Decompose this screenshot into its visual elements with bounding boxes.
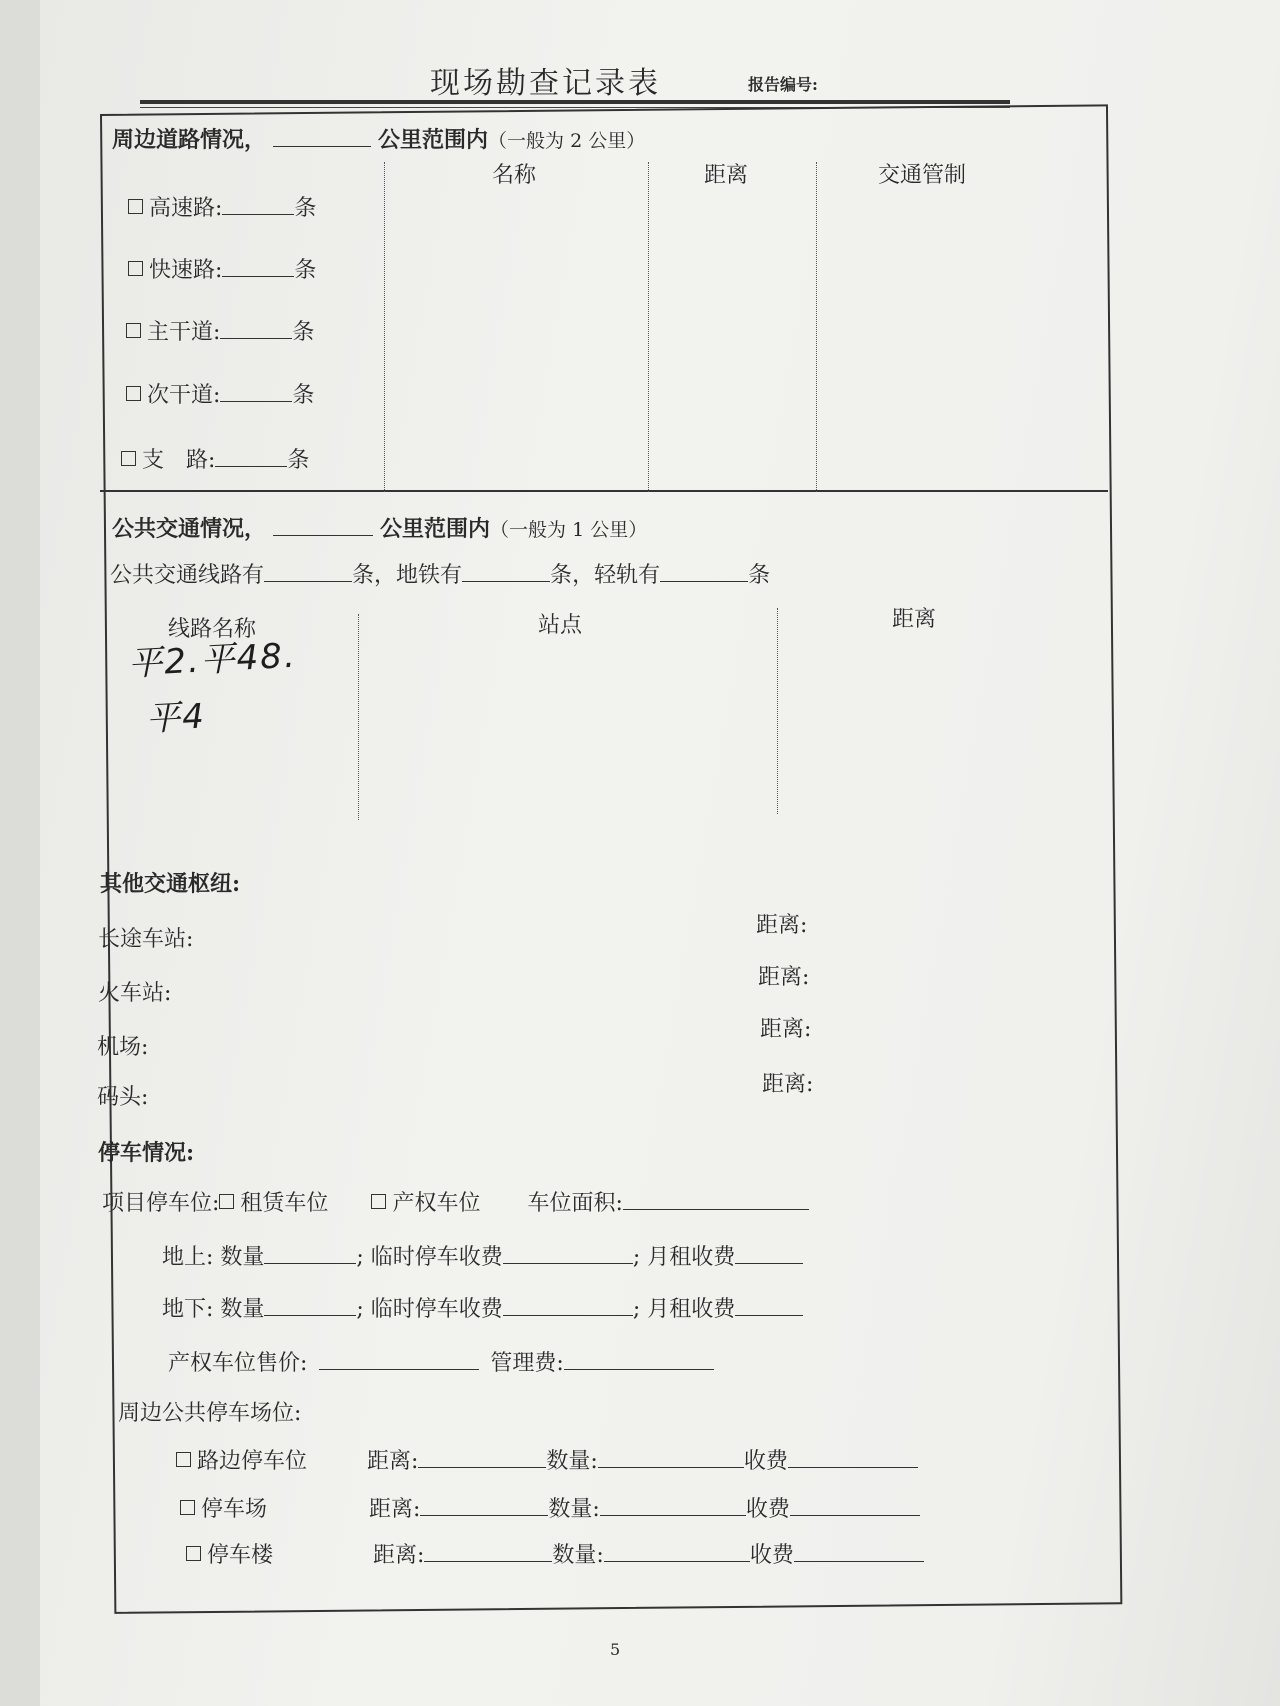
parking-garage-checkbox[interactable] [186, 1546, 201, 1561]
public-fee-label: 收费 [743, 1449, 788, 1474]
parking-lot-checkbox[interactable] [180, 1500, 195, 1515]
monthly-fee-label: ; 月租收费 [632, 1245, 736, 1270]
roads-col-traffic-control: 交通管制 [878, 163, 967, 188]
public-quantity-label: 数量: [552, 1543, 604, 1568]
below-monthly-fee-blank[interactable] [735, 1314, 803, 1316]
metro-label: ，地铁有 [374, 563, 463, 588]
public-quantity-blank[interactable] [598, 1466, 744, 1468]
monthly-fee-label: ; 月租收费 [632, 1297, 736, 1322]
transit-lines-row [110, 558, 770, 589]
above-temp-fee-blank[interactable] [503, 1262, 633, 1264]
roads-range-blank[interactable] [273, 145, 371, 147]
roads-col-divider-2 [648, 162, 649, 492]
roads-range-suffix: 公里范围内 [378, 127, 489, 153]
public-parking-type: 停车楼 [207, 1543, 274, 1568]
road-type-checkbox[interactable] [126, 386, 141, 401]
handwritten-line-1: 平2.平48. [127, 635, 298, 685]
metro-unit: 条 [550, 563, 573, 588]
below-quantity-blank[interactable] [264, 1314, 356, 1316]
rent-checkbox[interactable] [219, 1194, 234, 1209]
road-unit: 条 [294, 196, 317, 221]
title-rule-thick [140, 100, 1010, 104]
own-option-label: 产权车位 [392, 1191, 481, 1216]
light-rail-blank[interactable] [660, 580, 748, 582]
transit-heading: 公共交通情况， [112, 516, 267, 542]
public-fee-blank[interactable] [788, 1466, 918, 1468]
hub-distance-label: 距离: [758, 965, 810, 990]
page-number: 5 [610, 1640, 621, 1659]
form-title: 现场勘查记录表 [430, 66, 661, 101]
area-label: 车位面积: [527, 1191, 623, 1216]
below-ground-row [162, 1292, 803, 1323]
sale-price-blank[interactable] [319, 1368, 479, 1370]
road-type-label: 快速路: [149, 258, 223, 283]
road-count-blank[interactable] [220, 337, 292, 339]
public-distance-blank[interactable] [420, 1514, 548, 1516]
roads-heading-row [112, 123, 645, 154]
transit-col-divider-1 [358, 614, 359, 820]
hub-distance-label: 距离: [762, 1072, 814, 1097]
public-distance-label: 距离: [369, 1497, 421, 1522]
public-quantity-blank[interactable] [600, 1514, 746, 1516]
public-fee-blank[interactable] [790, 1514, 920, 1516]
roadside-checkbox[interactable] [176, 1452, 191, 1467]
roads-col-divider-1 [384, 162, 385, 492]
public-distance-blank[interactable] [424, 1560, 552, 1562]
area-blank[interactable] [623, 1208, 809, 1210]
road-count-blank[interactable] [215, 465, 287, 467]
public-quantity-label: 数量: [548, 1497, 600, 1522]
metro-blank[interactable] [462, 580, 550, 582]
road-unit: 条 [292, 320, 315, 345]
road-type-label: 主干道: [147, 320, 221, 345]
hub-distance-label: 距离: [756, 913, 808, 938]
below-temp-fee-blank[interactable] [503, 1314, 633, 1316]
roads-col-name: 名称 [492, 163, 537, 188]
mgmt-fee-label: 管理费: [490, 1351, 564, 1376]
road-type-row [128, 191, 316, 222]
roads-col-distance: 距离 [704, 163, 749, 188]
rent-option-label: 租赁车位 [240, 1191, 329, 1216]
transit-range-blank[interactable] [273, 534, 373, 536]
parking-heading: 停车情况: [98, 1140, 195, 1166]
public-parking-type: 停车场 [201, 1497, 268, 1522]
road-type-label: 支 路: [142, 448, 216, 473]
section-divider [100, 490, 1108, 492]
public-parking-heading: 周边公共停车场位: [118, 1401, 302, 1426]
hub-label-bus-station: 长途车站: [98, 927, 194, 952]
bus-lines-blank[interactable] [264, 580, 352, 582]
transit-col-line-name: 线路名称 [168, 617, 257, 642]
bus-lines-label: 公共交通线路有 [110, 563, 265, 588]
light-rail-unit: 条 [748, 563, 771, 588]
handwritten-line-2: 平4 [145, 696, 207, 740]
transit-col-distance: 距离 [892, 607, 937, 632]
public-parking-type: 路边停车位 [197, 1449, 308, 1474]
hub-label-pier: 码头: [97, 1085, 149, 1110]
road-count-blank[interactable] [222, 213, 294, 215]
road-count-blank[interactable] [220, 400, 292, 402]
transit-range-note: （一般为 1 公里） [490, 519, 648, 541]
road-type-row [126, 315, 314, 346]
public-parking-row [176, 1444, 918, 1475]
report-number-label: 报告编号: [748, 75, 818, 94]
roads-heading: 周边道路情况， [112, 127, 267, 153]
transit-range-suffix: 公里范围内 [380, 516, 491, 542]
below-ground-label: 地下: 数量 [162, 1297, 265, 1322]
public-distance-label: 距离: [373, 1543, 425, 1568]
sale-price-row [168, 1346, 714, 1377]
public-distance-blank[interactable] [418, 1466, 546, 1468]
road-type-checkbox[interactable] [128, 199, 143, 214]
public-fee-label: 收费 [749, 1543, 794, 1568]
road-count-blank[interactable] [222, 275, 294, 277]
temp-fee-label: ; 临时停车收费 [356, 1245, 503, 1270]
road-unit: 条 [292, 383, 315, 408]
above-monthly-fee-blank[interactable] [735, 1262, 803, 1264]
temp-fee-label: ; 临时停车收费 [356, 1297, 503, 1322]
road-type-row [121, 443, 309, 474]
road-type-row [128, 253, 316, 284]
project-parking-label: 项目停车位: [102, 1191, 220, 1216]
above-ground-label: 地上: 数量 [162, 1245, 265, 1270]
light-rail-label: ，轻轨有 [572, 563, 661, 588]
roads-col-divider-3 [816, 162, 817, 492]
roads-range-note: （一般为 2 公里） [488, 130, 646, 152]
hub-label-train-station: 火车站: [98, 981, 172, 1006]
public-parking-row [186, 1538, 924, 1569]
public-quantity-label: 数量: [546, 1449, 598, 1474]
above-ground-row [162, 1240, 803, 1271]
public-fee-blank[interactable] [794, 1560, 924, 1562]
hubs-heading: 其他交通枢纽: [100, 871, 241, 897]
transit-col-stop: 站点 [538, 613, 583, 638]
road-type-checkbox[interactable] [128, 261, 143, 276]
transit-col-divider-2 [777, 608, 778, 814]
mgmt-fee-blank[interactable] [564, 1368, 714, 1370]
road-type-label: 高速路: [149, 196, 223, 221]
project-parking-row [102, 1186, 809, 1217]
public-parking-row [180, 1492, 920, 1523]
hub-distance-label: 距离: [760, 1017, 812, 1042]
sale-price-label: 产权车位售价: [168, 1351, 308, 1376]
public-fee-label: 收费 [745, 1497, 790, 1522]
road-unit: 条 [294, 258, 317, 283]
road-type-checkbox[interactable] [121, 451, 136, 466]
above-quantity-blank[interactable] [264, 1262, 356, 1264]
public-quantity-blank[interactable] [604, 1560, 750, 1562]
road-type-checkbox[interactable] [126, 323, 141, 338]
road-unit: 条 [287, 448, 310, 473]
transit-heading-row [112, 512, 647, 543]
own-checkbox[interactable] [371, 1194, 386, 1209]
hub-label-airport: 机场: [97, 1035, 149, 1060]
public-distance-label: 距离: [367, 1449, 419, 1474]
road-type-row [126, 378, 314, 409]
bus-lines-unit: 条 [352, 563, 375, 588]
road-type-label: 次干道: [147, 383, 221, 408]
